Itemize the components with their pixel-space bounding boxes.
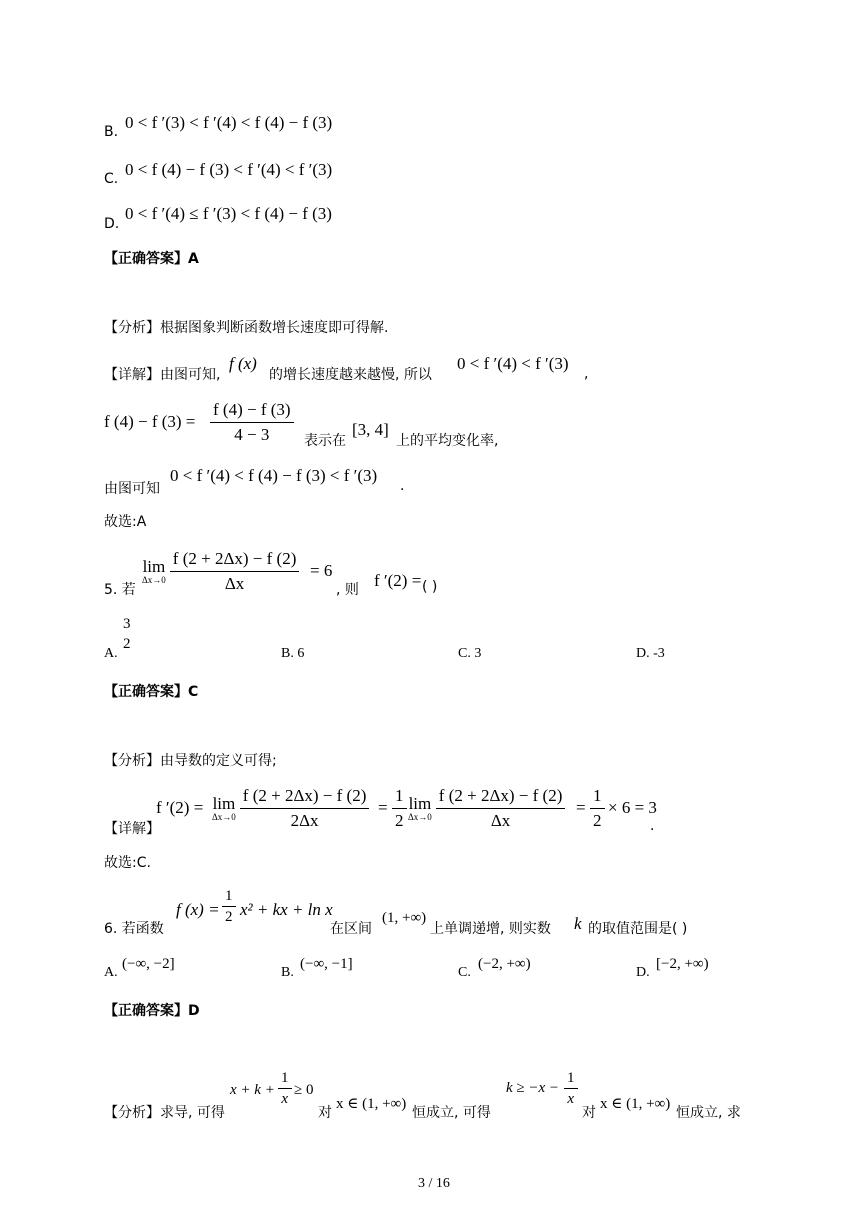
q5-limit	[142, 547, 301, 596]
q6-ineq2-pre: k ≥ −x −	[506, 1080, 560, 1096]
q6-rest2: 的取值范围是( )	[588, 921, 688, 937]
q5-analysis: 【分析】由导数的定义可得;	[104, 753, 277, 769]
q5-detail-num1: f (2 + 2Δx) − f (2)	[240, 784, 370, 809]
q4-average-lhs: f (4) − f (3) =	[104, 412, 196, 431]
q6-ineq2-num: 1	[564, 1068, 578, 1089]
q5-number: 5. 若	[104, 582, 136, 598]
q5-detail-tail: × 6 = 3	[608, 798, 657, 817]
q5-detail-dot: .	[650, 818, 655, 834]
q4-average-text1: 表示在	[304, 433, 346, 449]
page-number: 3 / 16	[418, 1176, 450, 1191]
q4-option-d-formula: 0 < f ′(4) ≤ f ′(3) < f (4) − f (3)	[125, 204, 332, 223]
q4-answer: 【正确答案】A	[104, 251, 199, 267]
q4-average-rate-line	[104, 398, 824, 450]
q4-detail-ineq: 0 < f ′(4) < f ′(3)	[457, 354, 569, 373]
q4-detail-fx: f (x)	[229, 354, 257, 373]
q5-detail-den1: 2Δx	[290, 811, 319, 830]
q6-option-c-label: C.	[458, 965, 471, 980]
q6-analysis-lead: 【分析】求导, 可得	[104, 1105, 225, 1121]
q4-choose: 故选:A	[104, 514, 147, 530]
q4-detail-comma: ,	[584, 366, 589, 382]
q6-options	[104, 954, 824, 984]
q5-lim-numerator: f (2 + 2Δx) − f (2)	[170, 547, 300, 572]
q6-option-a: (−∞, −2]	[122, 956, 175, 972]
q4-average-interval: [3, 4]	[352, 420, 389, 439]
q6-half-den: 2	[225, 909, 233, 925]
q6-ineq2-den: x	[567, 1091, 575, 1107]
q4-average-denominator: 4 − 3	[234, 425, 270, 444]
q5-option-a-num: 3	[123, 616, 131, 632]
q5-detail-limit2	[408, 784, 567, 833]
q6-in-interval: 在区间	[330, 921, 372, 937]
q5-then: , 则	[336, 582, 359, 598]
q5-option-b: B. 6	[281, 646, 305, 661]
q4-detail-line	[104, 354, 824, 384]
q6-ineq2-frac	[564, 1068, 578, 1109]
q5-detail-label: 【详解】	[104, 821, 160, 837]
q6-number: 6. 若函数	[104, 921, 164, 937]
q6-ineq1-pre: x + k +	[230, 1082, 275, 1098]
q6-interval: (1, +∞)	[382, 910, 427, 926]
q5-detail-line	[104, 780, 844, 836]
q5-detail-limit1	[212, 784, 371, 833]
q6-analysis-line	[104, 1068, 764, 1120]
q5-detail-half2-num: 1	[590, 784, 605, 809]
q4-option-b-label: B.	[104, 124, 119, 140]
q5-answer: 【正确答案】C	[104, 684, 199, 700]
q6-cond1: x ∈ (1, +∞)	[336, 1096, 407, 1112]
q6-option-d-label: D.	[636, 965, 650, 980]
q5-detail-half2	[588, 784, 607, 833]
q5-detail-den2: Δx	[490, 811, 511, 830]
q6-cond2: x ∈ (1, +∞)	[600, 1096, 671, 1112]
q5-choose: 故选:C.	[104, 855, 151, 871]
q5-option-c: C. 3	[458, 646, 482, 661]
q5-detail-eq2: =	[576, 798, 586, 817]
q4-option-b-formula: 0 < f ′(3) < f ′(4) < f (4) − f (3)	[125, 113, 333, 132]
q4-detail-lead: 【详解】由图可知,	[104, 367, 221, 383]
q6-ineq1-frac	[278, 1068, 292, 1109]
q5-paren: ( )	[422, 579, 438, 595]
q6-half	[222, 886, 236, 927]
q5-option-a-den: 2	[123, 636, 131, 652]
q4-conclusion-dot: .	[400, 478, 405, 494]
q6-ineq1-den: x	[281, 1091, 289, 1107]
q5-detail-half	[390, 784, 409, 833]
q6-heng1: 恒成立, 可得	[412, 1105, 491, 1121]
q5-detail-f2: f ′(2) =	[156, 798, 204, 817]
q5-detail-lim2-word: lim	[408, 793, 432, 813]
q5-lim-word: lim	[142, 556, 166, 576]
q6-k: k	[574, 914, 582, 933]
q4-average-numerator: f (4) − f (3)	[210, 398, 294, 423]
q5-detail-lim2-sub: Δx→0	[408, 811, 432, 822]
q6-stem	[104, 886, 844, 938]
q5-options	[104, 614, 824, 666]
q5-detail-half-num: 1	[392, 784, 407, 809]
q6-dui1: 对	[318, 1105, 332, 1121]
q6-dui2: 对	[582, 1105, 596, 1121]
q6-option-c: (−2, +∞)	[478, 956, 531, 972]
q6-rest: 上单调递增, 则实数	[430, 921, 551, 937]
q4-average-fraction	[208, 398, 296, 447]
q5-lim-sub: Δx→0	[142, 574, 166, 585]
q4-conclusion-formula: 0 < f ′(4) < f (4) − f (3) < f ′(3)	[170, 466, 378, 485]
q6-fx: f (x) =	[176, 900, 220, 919]
q5-lim-denominator: Δx	[224, 574, 245, 593]
q4-option-d-label: D.	[104, 216, 120, 232]
q6-option-b-label: B.	[281, 965, 294, 980]
q5-detail-eq1: =	[378, 798, 388, 817]
q4-detail-mid: 的增长速度越来越慢, 所以	[269, 367, 432, 383]
q6-half-num: 1	[222, 886, 236, 907]
q4-conclusion-text: 由图可知	[104, 481, 160, 497]
q4-option-c-formula: 0 < f (4) − f (3) < f ′(4) < f ′(3)	[125, 160, 333, 179]
q5-detail-num2: f (2 + 2Δx) − f (2)	[436, 784, 566, 809]
q6-option-d: [−2, +∞)	[656, 956, 709, 972]
q6-option-b: (−∞, −1]	[300, 956, 353, 972]
q4-analysis: 【分析】根据图象判断函数增长速度即可得解.	[104, 320, 389, 336]
q5-detail-lim1-word: lim	[212, 793, 236, 813]
q6-heng2: 恒成立, 求	[676, 1105, 741, 1121]
q5-detail-half-den: 2	[395, 811, 404, 830]
q5-option-d: D. -3	[636, 646, 665, 661]
q5-detail-lim1-sub: Δx→0	[212, 811, 236, 822]
q4-option-c-label: C.	[104, 171, 119, 187]
q6-ineq1-num: 1	[278, 1068, 292, 1089]
q4-average-text2: 上的平均变化率,	[396, 433, 499, 449]
q6-option-a-label: A.	[104, 965, 118, 980]
q6-ineq1-post: ≥ 0	[294, 1082, 314, 1098]
q5-stem	[104, 543, 824, 599]
q5-detail-half2-den: 2	[593, 811, 602, 830]
q5-lim-equals: = 6	[310, 561, 333, 580]
q6-answer: 【正确答案】D	[104, 1003, 200, 1019]
q5-option-a-fraction	[120, 614, 134, 654]
q4-conclusion-line	[104, 464, 824, 497]
q5-option-a-label: A.	[104, 646, 118, 661]
q5-ask: f ′(2) =	[374, 571, 422, 590]
q6-fx-tail: x² + kx + ln x	[240, 900, 333, 919]
